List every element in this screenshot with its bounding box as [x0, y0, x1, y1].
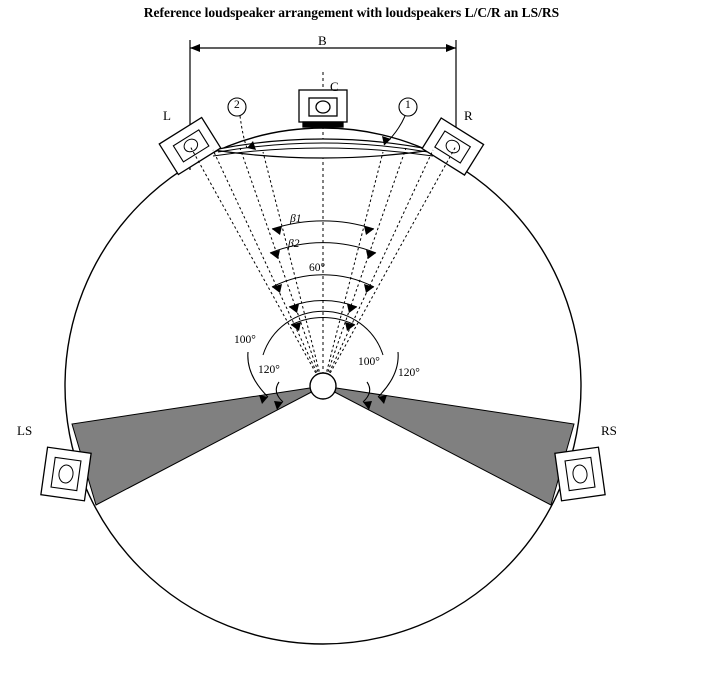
label-angle-60: 60°: [309, 262, 326, 274]
label-base-width: B: [318, 33, 327, 48]
label-beta2: β2: [288, 238, 300, 250]
callout-1-label: 1: [405, 99, 411, 111]
label-left-surround-speaker: LS: [17, 423, 33, 438]
label-right-speaker: R: [464, 108, 473, 123]
label-angle-120-right: 120°: [398, 367, 420, 379]
label-angle-100-right: 100°: [358, 356, 380, 368]
listener-position: [310, 373, 336, 399]
speaker-left-surround: [41, 447, 91, 501]
speaker-center: [299, 90, 347, 127]
label-left-speaker: L: [163, 108, 171, 123]
label-right-surround-speaker: RS: [601, 423, 617, 438]
label-angle-120-left: 120°: [258, 364, 280, 376]
page-title: Reference loudspeaker arrangement with loudspeakers L/C/R an LS/RS: [143, 5, 560, 20]
label-beta1: β1: [290, 213, 302, 225]
label-center-speaker: C: [330, 79, 339, 94]
callout-2-label: 2: [234, 99, 240, 111]
speaker-right-surround: [555, 447, 605, 501]
label-angle-100-left: 100°: [234, 334, 256, 346]
